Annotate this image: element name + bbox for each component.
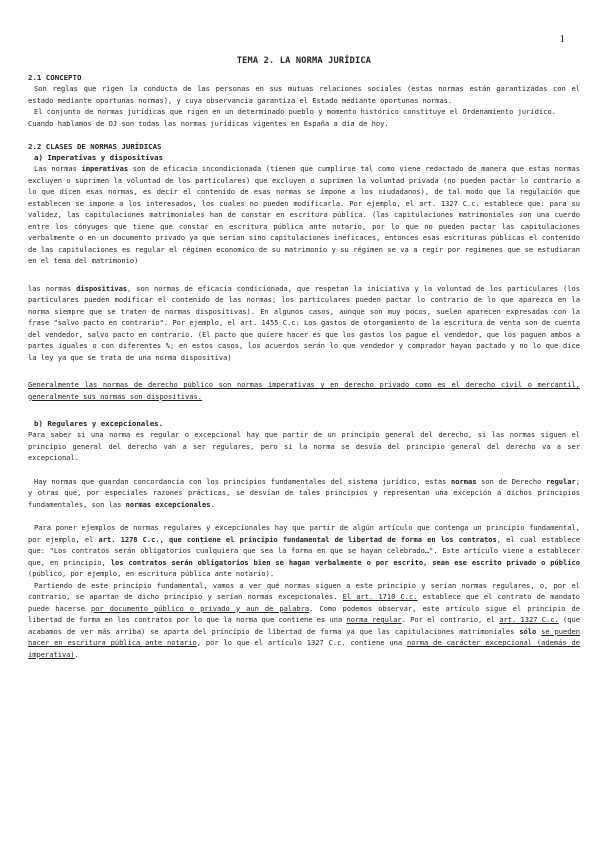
paragraph-partiendo: Partiendo de este principio fundamental, vamos a ver qué normas siguen a este principio y serían normas regulares, o, por el contrario, se apartan de dicho principio y serían normas excepcionales. El art. 1710 C.c. establece que el contrato de mandato puede hacerse por documento público o privado y aun de palabra. Como podemos observar, este artículo sigue el principio de libertad de forma en los contratos por lo que la norma que contiene es una norma regular. Por el contrario, el art. 1327 C.c. (que acabamos de ver más arriba) se aparta del principio de libertad de forma ya que las capitulaciones matrimoniales sólo se pueden hacer en escritura pública ante notario, por lo que el artículo 1327 C.c. contiene una norma de carácter excepcional (además de imperativa). [28, 580, 580, 659]
paragraph: El conjunto de normas jurídicas que rigen en un determinado pueblo y momento histórico constituye el Ordenamiento jurídico. [34, 107, 556, 116]
paragraph: Son reglas que rigen la conducta de las personas en sus mutuas relaciones sociales (estas normas están garantizadas con el estado mediante oportunas normas), y cuya observancia garantiza el Estado mediante oportunas normas. [28, 84, 580, 105]
paragraph-dispositivas: las normas dispositivas, son normas de eficacia condicionada, que respetan la iniciativa y la voluntad de los particulares (los particulares pueden modificar el contenido de las normas; los particulares pueden pactar lo contrario de lo que aparezca en la norma siempre que se traten de normas dispositivas). En algunos casos, aunque son muy pocos, suelen aparecen expresadas con la frase "salvo pacto en contrario". Por ejemplo, el art. 1455 C.c: Los gastos de otorgamiento de la escritura de venta son de cuenta del vendedor, salvo pacto en contrario. (El pacto que quiere hacer es que los gastos los pague el vendedor, que los paguen ambos a partes iguales o con diferentes %; en estos casos, los acuerdos serán lo que vendedor y comprador hayan pactado y no lo que dice la ley ya que se trata de una norma dispositiva) [28, 283, 580, 362]
paragraph: Para saber si una norma es regular o excepcional hay que partir de un principio general del derecho, si las normas siguen el principio general del derecho van a ser regulares, pero si la norma se desvía del principio general del derecho va a ser excepcional. [28, 430, 580, 462]
page-number: 1 [559, 33, 565, 45]
section-heading-clases: 2.2 CLASES DE NORMAS JURÍDICAS [28, 142, 162, 151]
document-title: TEMA 2. LA NORMA JURÍDICA [236, 56, 372, 66]
section-heading-concepto: 2.1 CONCEPTO [28, 73, 82, 82]
paragraph: Cuando hablamos de OJ son todas las normas jurídicas vigentes en España a día de hoy. [28, 118, 389, 128]
subsection-heading-regulares: b) Regulares y excepcionales. [34, 419, 164, 428]
paragraph-generalmente: Generalmente las normas de derecho público son normas imperativas y en derecho privado como es el derecho civil o mercantil, generalmente sus normas son dispositivas. [28, 380, 580, 401]
paragraph-ejemplos: Para poner ejemplos de normas regulares y excepcionales hay que partir de algún artículo que contenga un principio fundamental, por ejemplo, el art. 1278 C.c., que contiene el principio fundamental de libertad de forma en los contratos, el cual establece que: "Los contratos serán obligatorios cualquiera que sea la forma en que se hayan celebrado…". Este artículo viene a establecer que, en principio, los contratos serán obligatorios bien se hagan verbalmente o por escrito, sean ese escrito privado o público (público, por ejemplo, en escritura pública ante notario). [28, 523, 581, 578]
paragraph-regulares: Hay normas que guardan concordancia con los principios fundamentales del sistema jurídico, estas normas son de Derecho regular; y otras que, por especiales razones prácticas, se desvían de tales principios y representan una excepción a dichos principios fundamentales, son las normas excepcionales. [28, 476, 581, 509]
paragraph-imperativas: Las normas imperativas son de eficacia incondicionada (tienen que cumplirse tal como viene redactado de manera que estas normas excluyen o suprimen la voluntad de los particulares) que excluyen o suprimen la voluntad privada (no pueden pactar lo contrario a lo que dicen esas normas, es decir el contenido de esas normas se impone a los ciudadanos), de tal modo que la regulación que establecen se impone a los interesados, los cuales no pueden modificarla. Por ejemplo, el art. 1327 C.c. establece que: para su validez, las capitulaciones matrimoniales han de constar en escritura pública. (las capitulaciones matrimoniales son una cuerdo entre los cónyuges que tiene que constar en escritura pública ante notario, por lo que no pueden pactar las capitulaciones verbalmente o en un documento privado ya que serían sino capitulaciones ineficaces, entonces esas escrituras públicas el contenido de las capitulaciones es regular el régimen economico de su matrimonio y su régimen se va a regir por regimenes que se estudiaran en el tema del matrimonio) [28, 164, 580, 265]
subsection-heading-imperativas: a) Imperativas y dispositivas [34, 153, 164, 162]
document-page [28, 32, 580, 660]
